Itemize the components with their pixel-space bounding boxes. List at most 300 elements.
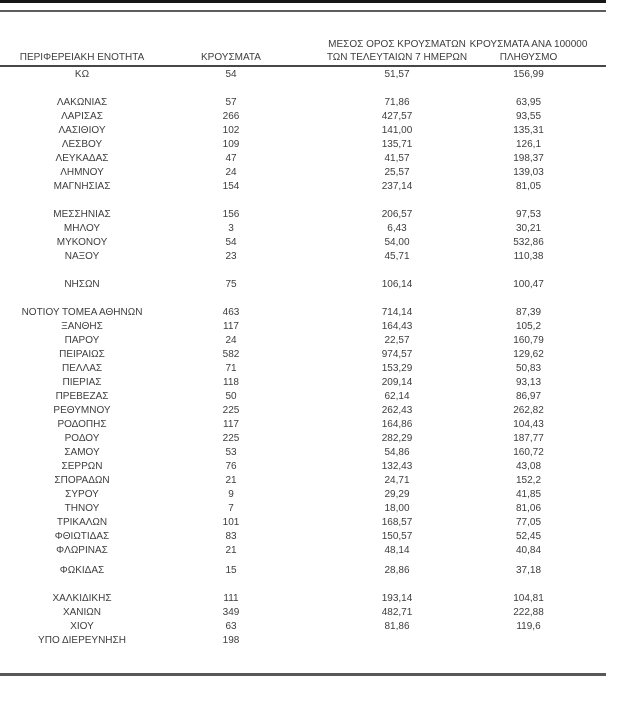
cell-per100k xyxy=(474,502,583,516)
table-row xyxy=(0,124,605,138)
cell-per100k-text: 30,21 xyxy=(515,223,542,234)
cell-per100k-text: 110,38 xyxy=(513,251,544,262)
cell-per100k-text: 41,85 xyxy=(515,489,542,500)
cell-cases-text: 47 xyxy=(225,153,237,164)
cell-per100k xyxy=(474,96,583,110)
cell-per100k-text: 129,62 xyxy=(513,349,544,360)
cell-avg7-text: 974,57 xyxy=(381,349,413,360)
cell-region-text: ΛΑΚΩΝΙΑΣ xyxy=(56,97,108,108)
cell-region xyxy=(0,236,164,250)
table-row xyxy=(0,362,605,376)
cell-region-text: ΤΡΙΚΑΛΩΝ xyxy=(56,517,108,528)
cell-avg7 xyxy=(298,320,496,334)
table-row xyxy=(0,530,605,544)
table-row xyxy=(0,446,605,460)
cell-region xyxy=(0,488,164,502)
cell-cases-text: 76 xyxy=(225,461,237,472)
cell-region-text: ΜΕΣΣΗΝΙΑΣ xyxy=(53,209,111,220)
table-row xyxy=(0,306,605,320)
cell-per100k xyxy=(474,418,583,432)
cell-cases-text: 9 xyxy=(228,489,234,500)
cell-region xyxy=(0,404,164,418)
cell-region-text: ΠΕΙΡΑΙΩΣ xyxy=(59,349,105,360)
cell-region xyxy=(0,530,164,544)
cell-cases xyxy=(164,634,298,648)
cell-per100k-text: 139,03 xyxy=(513,167,544,178)
cell-region-text: ΦΘΙΩΤΙΔΑΣ xyxy=(54,531,110,542)
cell-avg7 xyxy=(298,544,496,558)
cell-per100k-text: 97,53 xyxy=(515,209,542,220)
cell-region-text: ΥΠΟ ΔΙΕΡΕΥΝΗΣΗ xyxy=(38,635,126,646)
cell-avg7-text: 482,71 xyxy=(381,607,413,618)
table-row xyxy=(0,390,605,404)
cell-region-text: ΡΕΘΥΜΝΟΥ xyxy=(53,405,111,416)
cell-avg7-text: 150,57 xyxy=(381,531,413,542)
header-underline-rule xyxy=(0,65,606,67)
cell-avg7-text: 45,71 xyxy=(384,251,410,262)
cell-avg7 xyxy=(298,564,496,578)
row-spacer xyxy=(0,292,605,306)
cell-cases-text: 83 xyxy=(225,531,237,542)
cell-region-text: ΝΑΞΟΥ xyxy=(64,251,100,262)
cell-per100k xyxy=(474,516,583,530)
cell-region-text: ΛΕΥΚΑΔΑΣ xyxy=(55,153,109,164)
cell-avg7-text: 41,57 xyxy=(384,153,410,164)
cell-avg7-text: 164,86 xyxy=(381,419,413,430)
table-row xyxy=(0,404,605,418)
cell-per100k xyxy=(474,474,583,488)
cell-region xyxy=(0,96,164,110)
table-row xyxy=(0,250,605,264)
cell-region xyxy=(0,222,164,236)
cell-per100k xyxy=(474,306,583,320)
cell-region xyxy=(0,592,164,606)
cell-per100k xyxy=(474,138,583,152)
cell-region-text: ΠΡΕΒΕΖΑΣ xyxy=(55,391,109,402)
cell-region-text: ΛΗΜΝΟΥ xyxy=(60,167,104,178)
cell-cases xyxy=(164,404,298,418)
cell-avg7 xyxy=(298,460,496,474)
cell-avg7-text: 262,43 xyxy=(381,405,413,416)
table-row xyxy=(0,606,605,620)
cell-cases-text: 118 xyxy=(223,377,239,388)
cell-region-text: ΤΗΝΟΥ xyxy=(64,503,100,514)
cell-cases-text: 102 xyxy=(222,125,240,136)
cell-region xyxy=(0,564,164,578)
cell-region xyxy=(0,306,164,320)
cell-avg7 xyxy=(298,530,496,544)
cell-avg7 xyxy=(298,250,496,264)
cell-per100k-text: 156,99 xyxy=(513,69,544,80)
cell-avg7-text: 168,57 xyxy=(381,517,413,528)
cell-region xyxy=(0,334,164,348)
cell-per100k-text: 532,86 xyxy=(513,237,544,248)
cell-region-text: ΡΟΔΟΥ xyxy=(64,433,100,444)
table-row xyxy=(0,96,605,110)
cell-per100k-text: 40,84 xyxy=(515,545,542,556)
cell-per100k xyxy=(474,530,583,544)
table-row xyxy=(0,418,605,432)
header-avg7 xyxy=(298,38,496,64)
cell-per100k xyxy=(474,592,583,606)
cell-per100k-text: 77,05 xyxy=(515,517,542,528)
table-body xyxy=(0,68,605,648)
cell-per100k xyxy=(474,376,583,390)
cell-avg7 xyxy=(298,110,496,124)
cell-per100k xyxy=(474,334,583,348)
cell-avg7 xyxy=(298,124,496,138)
cell-region xyxy=(0,138,164,152)
cell-per100k-text: 262,82 xyxy=(513,405,544,416)
top-edge-rule xyxy=(0,0,606,3)
cell-region xyxy=(0,620,164,634)
cell-region xyxy=(0,208,164,222)
cell-region xyxy=(0,606,164,620)
table-row xyxy=(0,166,605,180)
cell-avg7 xyxy=(298,606,496,620)
cell-avg7 xyxy=(298,390,496,404)
cell-per100k xyxy=(474,362,583,376)
cell-per100k xyxy=(474,320,583,334)
cell-region-text: ΜΗΛΟΥ xyxy=(63,223,101,234)
cell-region xyxy=(0,362,164,376)
cell-per100k-text: 104,43 xyxy=(513,419,544,430)
cell-per100k-text: 81,06 xyxy=(515,503,542,514)
cell-cases xyxy=(164,432,298,446)
cell-cases xyxy=(164,180,298,194)
cell-per100k-text: 135,31 xyxy=(513,125,544,136)
cell-cases-text: 225 xyxy=(222,433,240,444)
cell-cases-text: 57 xyxy=(225,97,237,108)
cell-avg7 xyxy=(298,278,496,292)
cell-region xyxy=(0,418,164,432)
cell-cases xyxy=(164,348,298,362)
cell-avg7 xyxy=(298,222,496,236)
cell-region xyxy=(0,278,164,292)
cell-cases xyxy=(164,96,298,110)
table-row xyxy=(0,278,605,292)
table-row xyxy=(0,634,605,648)
cell-region xyxy=(0,446,164,460)
cell-per100k-text: 126,1 xyxy=(515,139,542,150)
cell-cases xyxy=(164,208,298,222)
cell-per100k xyxy=(474,152,583,166)
cell-cases-text: 21 xyxy=(225,475,237,486)
cell-per100k xyxy=(474,390,583,404)
table-row xyxy=(0,564,605,578)
cell-avg7-text: 6,43 xyxy=(387,223,407,234)
cell-avg7-text: 62,14 xyxy=(384,391,410,402)
cell-per100k xyxy=(474,124,583,138)
cell-cases-text: 23 xyxy=(225,251,237,262)
cell-avg7 xyxy=(298,180,496,194)
header-per100k-line1: ΚΡΟΥΣΜΑΤΑ ΑΝΑ 100000 xyxy=(469,39,588,50)
cell-avg7 xyxy=(298,68,496,82)
cell-region xyxy=(0,166,164,180)
cell-cases-text: 154 xyxy=(222,181,240,192)
cell-cases xyxy=(164,110,298,124)
cell-avg7 xyxy=(298,138,496,152)
cell-cases xyxy=(164,516,298,530)
cell-avg7 xyxy=(298,96,496,110)
cell-avg7-text: 427,57 xyxy=(381,111,413,122)
cell-avg7 xyxy=(298,334,496,348)
cell-region-text: ΛΑΣΙΘΙΟΥ xyxy=(58,125,106,136)
cell-avg7 xyxy=(298,592,496,606)
cell-cases xyxy=(164,544,298,558)
cell-avg7 xyxy=(298,418,496,432)
cell-cases xyxy=(164,390,298,404)
cell-avg7-text: 135,71 xyxy=(381,139,413,150)
cell-cases xyxy=(164,124,298,138)
cell-region-text: ΝΟΤΙΟΥ ΤΟΜΕΑ ΑΘΗΝΩΝ xyxy=(21,307,143,318)
cell-per100k-text: 187,77 xyxy=(513,433,544,444)
cell-region-text: ΣΠΟΡΑΔΩΝ xyxy=(54,475,110,486)
cell-region-text: ΚΩ xyxy=(74,69,90,80)
cell-per100k-text: 198,37 xyxy=(513,153,544,164)
cell-per100k xyxy=(474,110,583,124)
cell-per100k xyxy=(474,620,583,634)
cell-cases xyxy=(164,418,298,432)
cell-region xyxy=(0,376,164,390)
table-row xyxy=(0,348,605,362)
cell-per100k-text: 160,79 xyxy=(513,335,544,346)
cell-region-text: ΠΕΛΛΑΣ xyxy=(61,363,103,374)
cell-region xyxy=(0,516,164,530)
cell-region-text: ΦΛΩΡΙΝΑΣ xyxy=(56,545,108,556)
cell-avg7-text: 29,29 xyxy=(384,489,410,500)
header-per100k-line2: ΠΛΗΘΥΣΜΟ xyxy=(499,52,558,63)
cell-per100k-text: 105,2 xyxy=(515,321,542,332)
table-row xyxy=(0,110,605,124)
cell-per100k-text: 81,05 xyxy=(515,181,542,192)
table-row xyxy=(0,152,605,166)
cell-avg7 xyxy=(298,166,496,180)
cell-region-text: ΞΑΝΘΗΣ xyxy=(61,321,103,332)
table-bottom-rule xyxy=(0,673,606,676)
cell-cases-text: 349 xyxy=(222,607,240,618)
header-region-label: ΠΕΡΙΦΕΡΕΙΑΚΗ ΕΝΟΤΗΤΑ xyxy=(19,52,145,63)
cell-avg7 xyxy=(298,152,496,166)
cell-region-text: ΧΑΝΙΩΝ xyxy=(62,607,102,618)
cell-region-text: ΛΕΣΒΟΥ xyxy=(61,139,103,150)
cell-per100k-text: 222,88 xyxy=(513,607,544,618)
row-spacer xyxy=(0,194,605,208)
cell-region-text: ΧΑΛΚΙΔΙΚΗΣ xyxy=(52,593,112,604)
cell-per100k xyxy=(474,404,583,418)
cell-avg7 xyxy=(298,348,496,362)
table-row xyxy=(0,620,605,634)
cell-avg7-text: 714,14 xyxy=(381,307,413,318)
cell-region xyxy=(0,180,164,194)
cell-region-text: ΝΗΣΩΝ xyxy=(64,279,100,290)
cell-avg7-text: 28,86 xyxy=(384,565,410,576)
cell-cases-text: 21 xyxy=(225,545,237,556)
cell-per100k-text: 50,83 xyxy=(515,363,542,374)
table-row xyxy=(0,138,605,152)
cell-region xyxy=(0,124,164,138)
cell-per100k-text: 43,08 xyxy=(515,461,542,472)
cell-avg7 xyxy=(298,474,496,488)
cell-per100k xyxy=(474,180,583,194)
cell-cases xyxy=(164,592,298,606)
cell-avg7 xyxy=(298,620,496,634)
cell-region-text: ΠΑΡΟΥ xyxy=(64,335,100,346)
cell-cases xyxy=(164,446,298,460)
cell-per100k xyxy=(474,222,583,236)
row-spacer xyxy=(0,264,605,278)
cell-cases xyxy=(164,320,298,334)
table-row xyxy=(0,516,605,530)
table-row xyxy=(0,592,605,606)
table-header-row xyxy=(0,38,605,64)
cell-per100k xyxy=(474,488,583,502)
cell-region-text: ΜΑΓΝΗΣΙΑΣ xyxy=(53,181,111,192)
cell-per100k xyxy=(474,208,583,222)
cell-avg7 xyxy=(298,376,496,390)
cell-region-text: ΦΩΚΙΔΑΣ xyxy=(59,565,105,576)
cell-avg7-text: 24,71 xyxy=(384,475,410,486)
cell-cases-text: 198 xyxy=(222,635,240,646)
cell-avg7-text: 153,29 xyxy=(381,363,413,374)
table-row xyxy=(0,334,605,348)
cell-cases-text: 111 xyxy=(223,593,239,604)
cell-avg7 xyxy=(298,634,496,648)
cell-avg7 xyxy=(298,488,496,502)
cell-cases-text: 582 xyxy=(222,349,240,360)
cell-per100k xyxy=(474,432,583,446)
cell-cases xyxy=(164,362,298,376)
cell-per100k-text: 160,72 xyxy=(513,447,544,458)
cell-avg7-text: 106,14 xyxy=(381,279,413,290)
header-cases xyxy=(164,51,298,64)
cell-avg7-text: 18,00 xyxy=(384,503,410,514)
table-row xyxy=(0,180,605,194)
cell-avg7-text: 22,57 xyxy=(384,335,410,346)
cell-cases-text: 54 xyxy=(225,69,237,80)
cell-per100k-text: 152,2 xyxy=(515,475,542,486)
cell-per100k-text: 93,13 xyxy=(515,377,542,388)
cell-per100k-text: 100,47 xyxy=(513,279,544,290)
cell-avg7-text: 71,86 xyxy=(384,97,410,108)
cell-avg7 xyxy=(298,502,496,516)
cell-region xyxy=(0,390,164,404)
cell-per100k-text: 86,97 xyxy=(515,391,542,402)
cell-cases-text: 54 xyxy=(225,237,237,248)
cell-region-text: ΣΑΜΟΥ xyxy=(64,447,100,458)
cell-cases xyxy=(164,564,298,578)
cell-cases-text: 75 xyxy=(225,279,237,290)
cell-cases-text: 63 xyxy=(225,621,237,632)
cell-per100k-text: 63,95 xyxy=(515,97,542,108)
cell-per100k xyxy=(474,278,583,292)
cell-per100k-text: 119,6 xyxy=(516,621,541,632)
cell-cases xyxy=(164,306,298,320)
cell-cases xyxy=(164,460,298,474)
table-row xyxy=(0,544,605,558)
cell-cases-text: 117 xyxy=(223,419,239,430)
cell-per100k xyxy=(474,446,583,460)
cell-cases-text: 50 xyxy=(225,391,237,402)
cell-avg7 xyxy=(298,432,496,446)
cell-cases xyxy=(164,152,298,166)
header-region xyxy=(0,51,164,64)
cell-per100k xyxy=(474,544,583,558)
cell-cases-text: 156 xyxy=(222,209,240,220)
cell-region-text: ΣΕΡΡΩΝ xyxy=(61,461,103,472)
cell-region-text: ΛΑΡΙΣΑΣ xyxy=(61,111,103,122)
cell-avg7-text: 54,00 xyxy=(384,237,410,248)
cell-cases xyxy=(164,488,298,502)
table-row xyxy=(0,208,605,222)
cell-avg7-text: 206,57 xyxy=(381,209,413,220)
cell-per100k-text: 87,39 xyxy=(515,307,542,318)
row-spacer xyxy=(0,82,605,96)
cell-region xyxy=(0,634,164,648)
cell-per100k-text: 93,55 xyxy=(515,111,542,122)
cell-per100k xyxy=(474,606,583,620)
cell-cases xyxy=(164,166,298,180)
cell-region xyxy=(0,460,164,474)
cell-avg7 xyxy=(298,306,496,320)
cell-cases xyxy=(164,502,298,516)
cell-per100k-text: 104,81 xyxy=(513,593,544,604)
cell-region xyxy=(0,502,164,516)
cell-per100k xyxy=(474,460,583,474)
cell-cases xyxy=(164,68,298,82)
table-row xyxy=(0,222,605,236)
cell-cases xyxy=(164,138,298,152)
cell-per100k xyxy=(474,348,583,362)
cell-avg7-text: 51,57 xyxy=(384,69,410,80)
cell-avg7-text: 54,86 xyxy=(384,447,410,458)
cell-avg7-text: 209,14 xyxy=(381,377,413,388)
header-avg7-line1: ΜΕΣΟΣ ΟΡΟΣ ΚΡΟΥΣΜΑΤΩΝ xyxy=(328,39,466,50)
header-cases-label: ΚΡΟΥΣΜΑΤΑ xyxy=(201,52,261,63)
cell-region-text: ΡΟΔΟΠΗΣ xyxy=(57,419,107,430)
cell-cases-text: 7 xyxy=(228,503,234,514)
cell-avg7-text: 193,14 xyxy=(381,593,413,604)
table-row xyxy=(0,432,605,446)
cell-cases xyxy=(164,606,298,620)
cell-per100k xyxy=(474,250,583,264)
cell-per100k-text: 37,18 xyxy=(515,565,542,576)
cell-cases-text: 101 xyxy=(222,517,240,528)
cell-region xyxy=(0,152,164,166)
table-row xyxy=(0,68,605,82)
cell-cases-text: 266 xyxy=(222,111,240,122)
cell-avg7 xyxy=(298,362,496,376)
cell-avg7-text: 48,14 xyxy=(384,545,410,556)
cell-cases-text: 225 xyxy=(222,405,240,416)
cell-avg7 xyxy=(298,236,496,250)
table-row xyxy=(0,236,605,250)
cell-avg7-text: 164,43 xyxy=(381,321,413,332)
cell-avg7-text: 282,29 xyxy=(381,433,413,444)
cell-cases xyxy=(164,620,298,634)
cell-per100k xyxy=(474,634,583,648)
cell-region-text: ΠΙΕΡΙΑΣ xyxy=(62,377,102,388)
cell-region xyxy=(0,68,164,82)
header-per100k xyxy=(469,38,588,64)
table-row xyxy=(0,502,605,516)
table-row xyxy=(0,376,605,390)
table-row xyxy=(0,460,605,474)
cell-cases-text: 463 xyxy=(222,307,240,318)
cell-avg7-text: 132,43 xyxy=(381,461,413,472)
cell-cases xyxy=(164,334,298,348)
cell-region xyxy=(0,544,164,558)
